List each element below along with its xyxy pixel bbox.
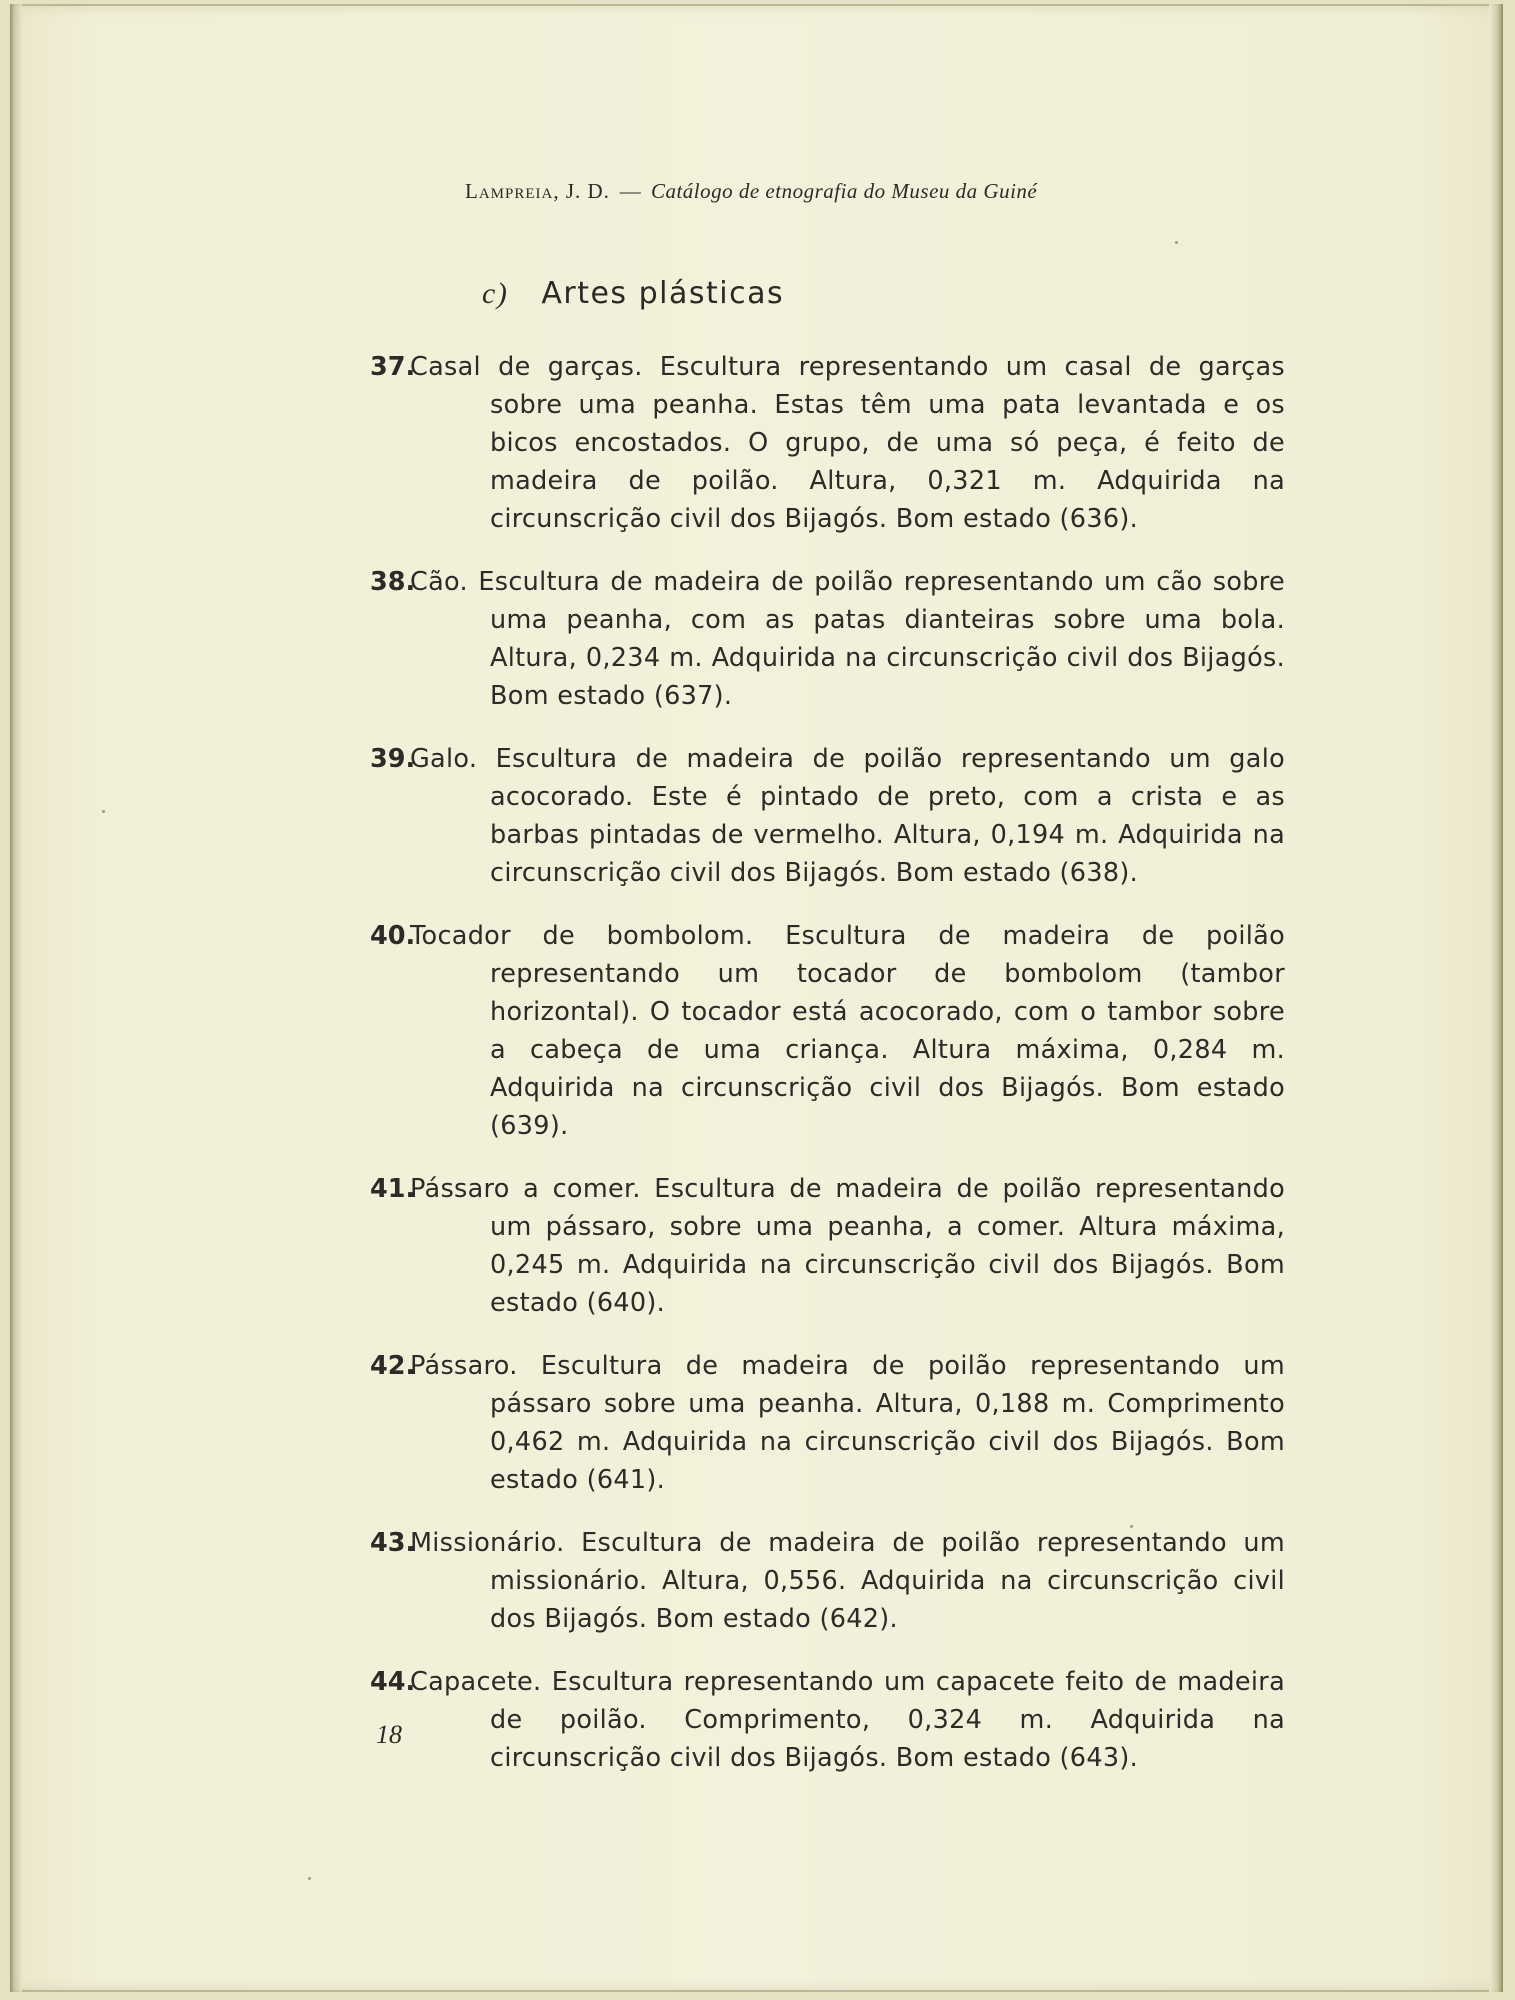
catalog-entry [370, 1347, 1285, 1499]
paper-speck [1130, 1525, 1133, 1528]
catalog-entry [370, 348, 1285, 538]
page-outer-edge [1489, 4, 1503, 1992]
catalog-entry [370, 740, 1285, 892]
entry-number: 42. [370, 1351, 416, 1381]
header-author: Lampreia, J. D. [465, 179, 610, 203]
catalog-entry [370, 917, 1285, 1145]
entry-number: 44. [370, 1667, 416, 1697]
entry-number: 40. [370, 921, 416, 951]
entry-text: Galo. Escultura de madeira de poilão representando um galo acocorado. Este é pintado de preto, com a crista e as barbas pintadas de vermelho. Altura, 0,194 m. Adquirida na circunscrição civil dos Bijagós. Bom estado (638). [410, 744, 1285, 888]
catalog-entry [370, 1524, 1285, 1638]
paper-speck [308, 1877, 311, 1880]
section-heading [482, 276, 784, 311]
entry-number: 39. [370, 744, 416, 774]
catalog-entry [370, 1663, 1285, 1777]
entry-text: Cão. Escultura de madeira de poilão representando um cão sobre uma peanha, com as patas dianteiras sobre uma bola. Altura, 0,234 m. Adquirida na circunscrição civil dos Bijagós. Bom estado (637). [410, 567, 1285, 711]
section-letter: c) [482, 277, 509, 310]
catalog-entry [370, 1170, 1285, 1322]
entry-text: Casal de garças. Escultura representando um casal de garças sobre uma peanha. Estas têm uma pata levantada e os bicos encostados. O grupo, de uma só peça, é feito de madeira de poilão. Altura, 0,321 m. Adquirida na circunscrição civil dos Bijagós. Bom estado (636). [410, 352, 1285, 534]
paper-speck [102, 810, 105, 813]
entry-number: 41. [370, 1174, 416, 1204]
header-separator: — [619, 179, 642, 203]
page-number: 18 [376, 1720, 402, 1749]
section-title: Artes plásticas [541, 276, 785, 311]
running-header [465, 179, 1037, 204]
entry-text: Pássaro. Escultura de madeira de poilão representando um pássaro sobre uma peanha. Altura, 0,188 m. Comprimento 0,462 m. Adquirida na circunscrição civil dos Bijagós. Bom estado (641). [410, 1351, 1285, 1495]
page-binding-edge [10, 4, 22, 1992]
paper-speck [1175, 241, 1178, 244]
catalog-entry [370, 563, 1285, 715]
entry-number: 43. [370, 1528, 416, 1558]
entry-number: 38. [370, 567, 416, 597]
entry-text: Missionário. Escultura de madeira de poilão representando um missionário. Altura, 0,556. Adquirida na circunscrição civil dos Bijagós. Bom estado (642). [410, 1528, 1285, 1634]
entry-number: 37. [370, 352, 416, 382]
header-title: Catálogo de etnografia do Museu da Guiné [650, 179, 1038, 203]
document-page [10, 4, 1503, 1992]
catalog-entry-list [370, 348, 1285, 1802]
entry-text: Tocador de bombolom. Escultura de madeira de poilão representando um tocador de bombolom (tambor horizontal). O tocador está acocorado, com o tambor sobre a cabeça de uma criança. Altura máxima, 0,284 m. Adquirida na circunscrição civil dos Bijagós. Bom estado (639). [410, 921, 1285, 1141]
entry-text: Pássaro a comer. Escultura de madeira de poilão representando um pássaro, sobre uma peanha, a comer. Altura máxima, 0,245 m. Adquirida na circunscrição civil dos Bijagós. Bom estado (640). [410, 1174, 1285, 1318]
entry-text: Capacete. Escultura representando um capacete feito de madeira de poilão. Comprimento, 0,324 m. Adquirida na circunscrição civil dos Bijagós. Bom estado (643). [410, 1667, 1285, 1773]
